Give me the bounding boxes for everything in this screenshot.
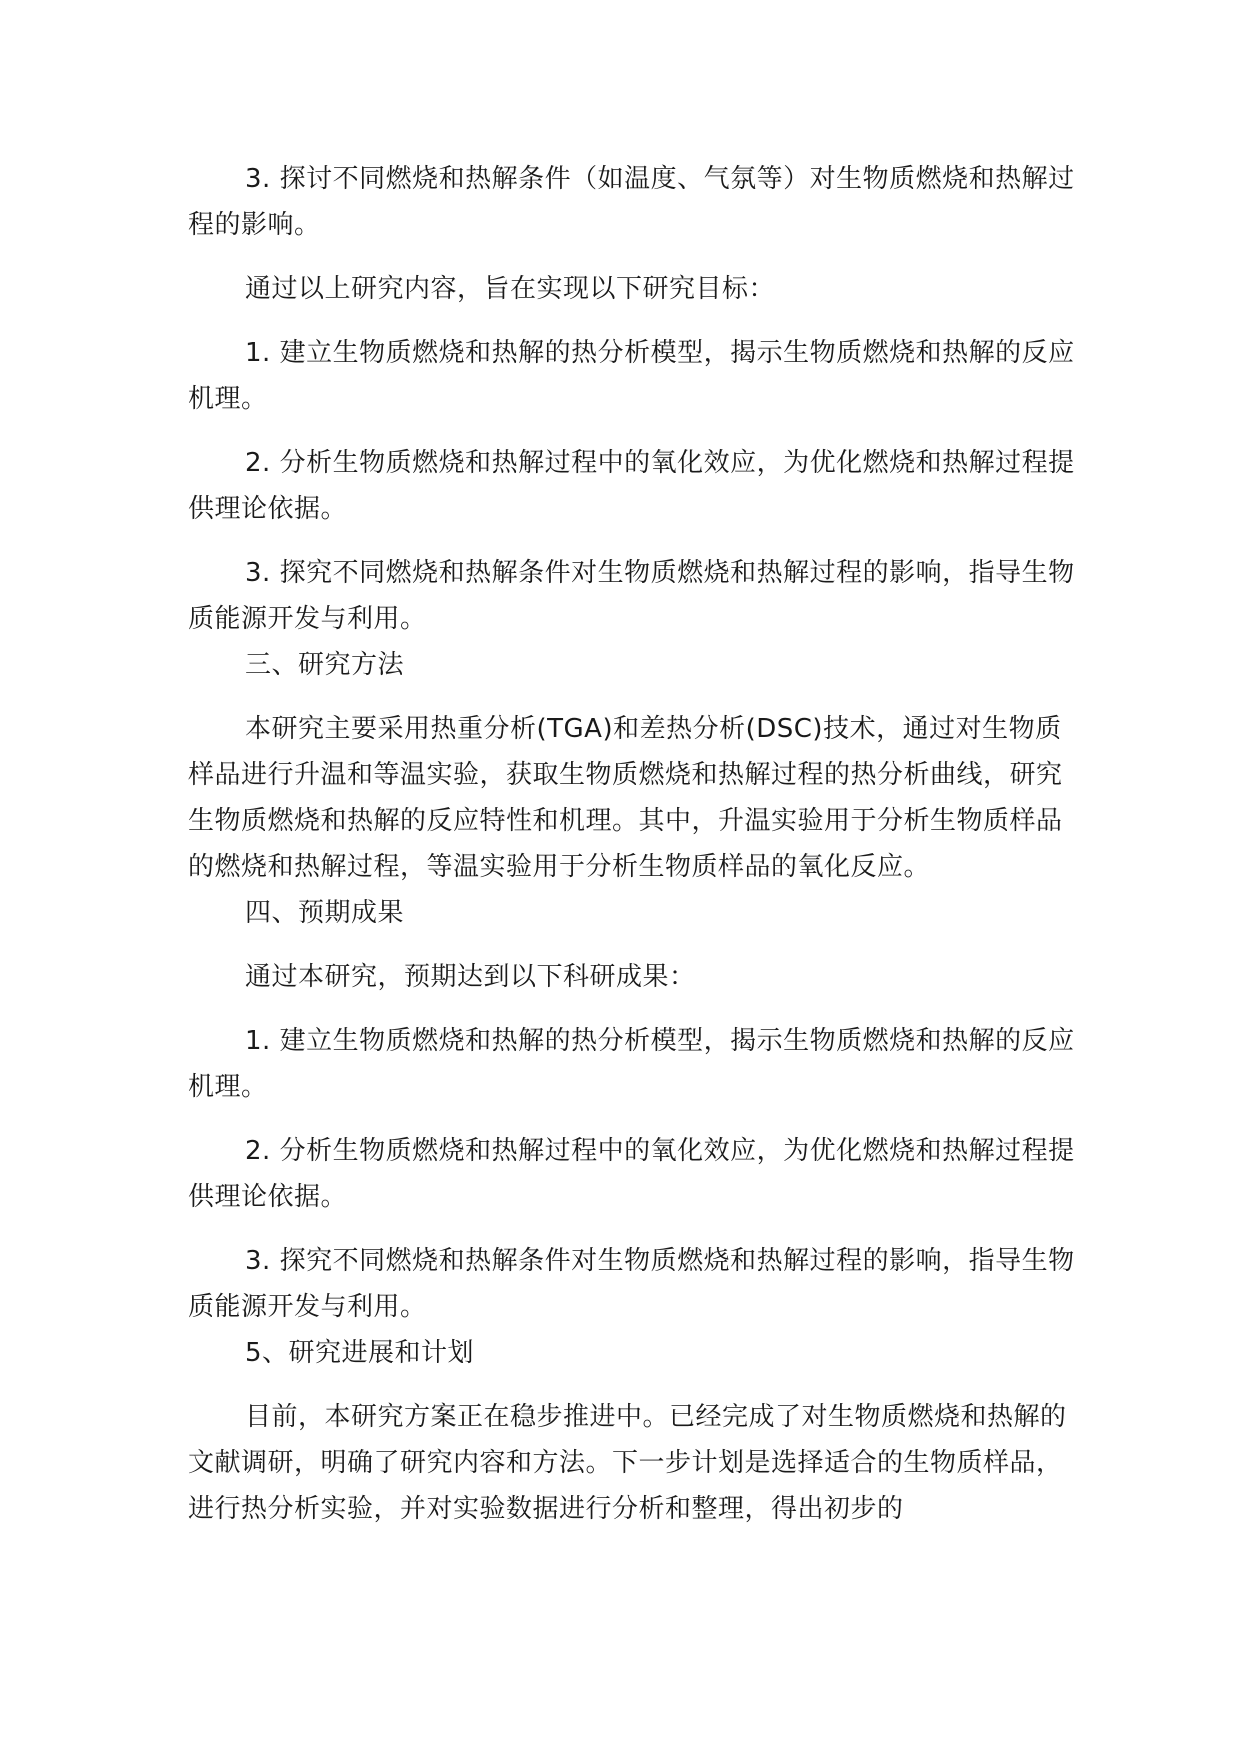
paragraph-goals-intro: 通过以上研究内容，旨在实现以下研究目标： (245, 274, 776, 304)
document-page (188, 156, 1088, 1532)
paragraph-goal-3: 3. 探究不同燃烧和热解条件对生物质燃烧和热解过程的影响，指导生物质能源开发与利用。 (188, 558, 1075, 634)
paragraph-methods: 本研究主要采用热重分析(TGA)和差热分析(DSC)技术，通过对生物质样品进行升温和等温实验，获取生物质燃烧和热解过程的热分析曲线，研究生物质燃烧和热解的反应特性和机理。其中，升温实验用于分析生物质样品的燃烧和热解过程，等温实验用于分析生物质样品的氧化反应。 (188, 714, 1063, 882)
paragraph-result-1: 1. 建立生物质燃烧和热解的热分析模型，揭示生物质燃烧和热解的反应机理。 (188, 1026, 1075, 1102)
paragraph-objective-3-intro: 3. 探讨不同燃烧和热解条件（如温度、气氛等）对生物质燃烧和热解过程的影响。 (188, 164, 1075, 240)
section-heading-methods: 三、研究方法 (245, 650, 405, 680)
section-heading-progress: 5、研究进展和计划 (245, 1338, 475, 1368)
paragraph-result-2: 2. 分析生物质燃烧和热解过程中的氧化效应，为优化燃烧和热解过程提供理论依据。 (188, 1136, 1075, 1212)
section-heading-expected-results: 四、预期成果 (245, 898, 405, 928)
paragraph-goal-1: 1. 建立生物质燃烧和热解的热分析模型，揭示生物质燃烧和热解的反应机理。 (188, 338, 1075, 414)
paragraph-results-intro: 通过本研究，预期达到以下科研成果： (245, 962, 696, 992)
paragraph-goal-2: 2. 分析生物质燃烧和热解过程中的氧化效应，为优化燃烧和热解过程提供理论依据。 (188, 448, 1075, 524)
paragraph-result-3: 3. 探究不同燃烧和热解条件对生物质燃烧和热解过程的影响，指导生物质能源开发与利用。 (188, 1246, 1075, 1322)
paragraph-progress: 目前，本研究方案正在稳步推进中。已经完成了对生物质燃烧和热解的文献调研，明确了研究内容和方法。下一步计划是选择适合的生物质样品，进行热分析实验，并对实验数据进行分析和整理，得出初步的 (188, 1402, 1067, 1524)
